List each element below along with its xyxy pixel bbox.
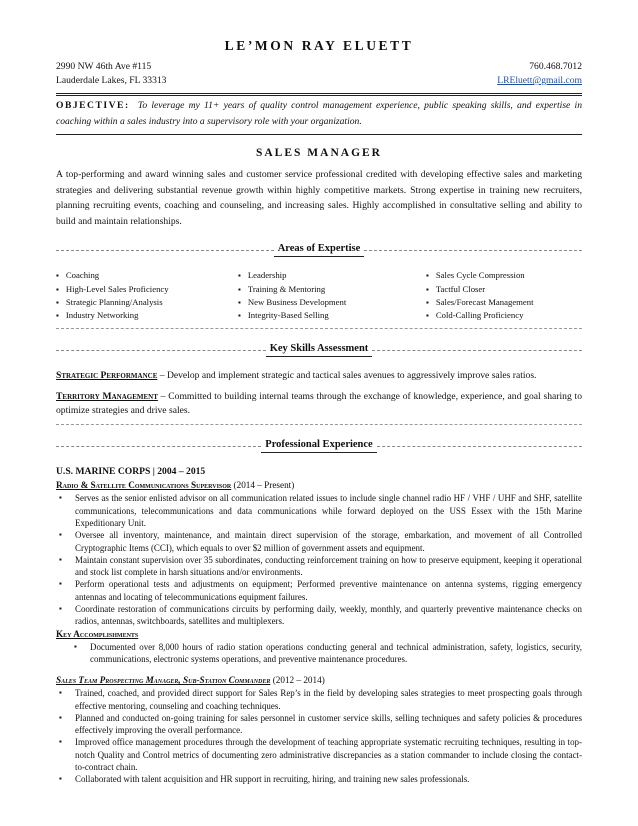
list-item: ▪ Trained, coached, and provided direct support for Sales Rep’s in the field by developing sales strategies to meet prospecting goals through effective mentoring, counseling and coaching techniques.: [56, 687, 582, 712]
list-item: ▪ Improved office management procedures through the development of teaching appropriate systematic recruiting techniques, resulting in top-notch Quality and Control metrics of documenting zero administrative discrepancies as a station commander to include closing the contact-to-contract chain.: [56, 736, 582, 773]
job1-bullets: [56, 492, 582, 627]
expertise-column-3: [426, 269, 582, 322]
expertise-column-2: [238, 269, 424, 322]
address-line-1: 2990 NW 46th Ave #115: [56, 61, 152, 72]
expertise-item: ▪ Sales/Forecast Management: [426, 296, 582, 309]
list-item: ▪ Maintain constant supervision over 35 subordinates, conducting reinforcement training on how to preserve equipment, keeping it operational and stock list complete in harsh situations and/or environments.: [56, 554, 582, 579]
job-title: Radio & Satellite Communications Supervisor: [56, 480, 232, 491]
expertise-item: ▪ Sales Cycle Compression: [426, 269, 582, 282]
expertise-item: ▪ Integrity-Based Selling: [238, 309, 424, 322]
skill-territory-management: [56, 390, 582, 419]
skill-text: – Committed to building internal teams through the exchange of knowledge, experience, and goal sharing to optimize strategies and drive sales.: [56, 390, 582, 416]
expertise-item: ▪ Training & Mentoring: [238, 283, 424, 296]
accomplishments-title: Key Accomplishments: [56, 628, 139, 639]
contact-row-2: [56, 74, 582, 88]
list-item: ▪ Oversee all inventory, maintenance, and maintain direct supervision of the storage, embarkation, and movement of all Controlled Cryptographic Items (CCI), which equals to over $2 million of government assets and equipment.: [56, 529, 582, 554]
expertise-item: ▪ New Business Development: [238, 296, 424, 309]
expertise-title: Areas of Expertise: [274, 243, 365, 257]
heading-rule-right: [372, 350, 582, 351]
header-divider: [56, 93, 582, 96]
expertise-item: ▪ Tactful Closer: [426, 283, 582, 296]
job-dates: (2014 – Present): [233, 480, 295, 491]
list-item: ▪ Collaborated with talent acquisition and HR support in recruiting, hiring, and training new sales professionals.: [56, 773, 582, 785]
heading-rule-left: [56, 250, 274, 251]
job-dates: (2012 – 2014): [272, 675, 325, 686]
experience-title: Professional Experience: [261, 439, 376, 453]
role-title: SALES MANAGER: [255, 147, 382, 159]
expertise-item: ▪ High-Level Sales Proficiency: [56, 283, 236, 296]
skills-heading: [56, 343, 582, 357]
email-link[interactable]: LREluett@gmail.com: [497, 75, 582, 86]
expertise-grid: [56, 269, 582, 322]
job-title: Sales Team Prospecting Manager, Sub-Station Commander: [56, 675, 271, 686]
objective: [56, 98, 582, 130]
summary: A top-performing and award winning sales and customer service professional credited with developing effective sales and marketing strategies and delivering substantial revenue growth within highly competitive markets. Strong expertise in training new recruiters, planning recruiting events, coaching and counseling, and increasing sales. Highly accomplished in consultative selling and ability to build and maintain relationships.: [56, 169, 582, 227]
objective-text: To leverage my 11+ years of quality control management experience, public speaking skills, and expertise in coaching within a sales industry into a supervisory role with your organization.: [56, 100, 582, 127]
expertise-item: ▪ Leadership: [238, 269, 424, 282]
skill-label: Territory Management: [56, 390, 158, 402]
accomplishments-heading: [56, 628, 582, 641]
list-item: ▪ Planned and conducted on-going training for sales personnel in customer service skills, selling techniques and safety policies & procedures effectively improving the overall performance.: [56, 712, 582, 737]
skills-title: Key Skills Assessment: [266, 343, 373, 357]
expertise-item: ▪ Cold-Calling Proficiency: [426, 309, 582, 322]
experience-heading: [56, 439, 582, 453]
resume-page: [56, 24, 582, 786]
candidate-name: LE’MON RAY ELUETT: [224, 38, 414, 53]
expertise-item: ▪ Coaching: [56, 269, 236, 282]
job-title-line-1: [56, 479, 582, 492]
heading-rule-left: [56, 350, 266, 351]
skill-strategic-performance: [56, 369, 582, 383]
contact-row-1: [56, 60, 582, 74]
list-item: ▪ Serves as the senior enlisted advisor on all communication related issues to include single channel radio HF / VHF / UHF and SHF, satellite communications, telecommunications and data communications while forward deployed on the USS Essex with the 15th Marine Expeditionary Unit.: [56, 492, 582, 529]
expertise-column-1: [56, 269, 236, 322]
accomplishment-bullets: [56, 641, 582, 666]
spacer: [56, 665, 582, 674]
address-line-2: Lauderdale Lakes, FL 33313: [56, 75, 167, 86]
expertise-divider: [56, 328, 582, 329]
job-title-line-2: [56, 674, 582, 687]
phone-number: 760.468.7012: [529, 61, 582, 72]
expertise-item: ▪ Strategic Planning/Analysis: [56, 296, 236, 309]
objective-label: OBJECTIVE:: [56, 100, 130, 111]
skills-divider: [56, 424, 582, 425]
heading-rule-right: [364, 250, 582, 251]
expertise-heading: [56, 243, 582, 257]
objective-divider: [56, 134, 582, 135]
list-item: ▪ Perform operational tests and adjustments on equipment; Performed preventive maintenance on antenna systems, rigging emergency antennas and locating of telecommunications equipment failures.: [56, 578, 582, 603]
expertise-item: ▪ Industry Networking: [56, 309, 236, 322]
heading-rule-right: [377, 446, 582, 447]
job2-bullets: [56, 687, 582, 785]
heading-rule-left: [56, 446, 261, 447]
list-item: ▪ Documented over 8,000 hours of radio station operations conducting general and technical administration, safety, logistics, security, communications, electronic systems operations, and preventive maintenance procedures.: [56, 641, 582, 666]
skill-text: – Develop and implement strategic and tactical sales avenues to aggressively improve sales ratios.: [157, 370, 537, 382]
skill-label: Strategic Performance: [56, 370, 158, 382]
list-item: ▪ Coordinate restoration of communications circuits by performing daily, weekly, monthly, and quarterly preventive maintenance checks on radios, antennas, switchboards, satellites and multiplexers.: [56, 603, 582, 628]
employer-line: U.S. MARINE CORPS | 2004 – 2015: [56, 466, 206, 478]
